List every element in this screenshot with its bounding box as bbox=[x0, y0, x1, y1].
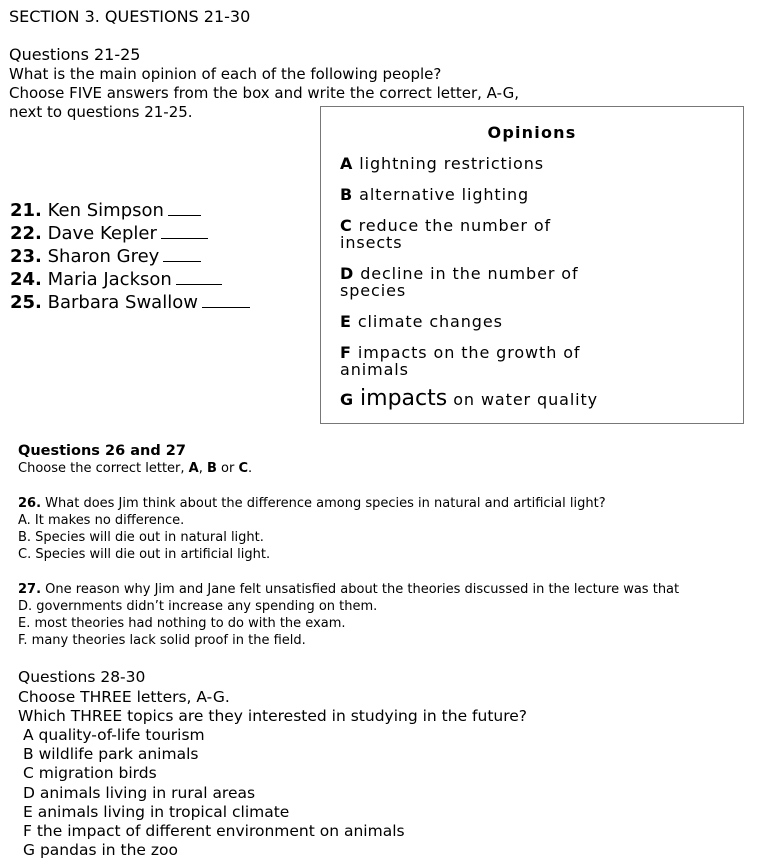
instr-text: . bbox=[248, 461, 253, 476]
answer-blank[interactable] bbox=[168, 214, 201, 216]
opinions-box bbox=[320, 106, 744, 424]
question-26 bbox=[18, 496, 606, 511]
person-name: Maria Jackson bbox=[47, 269, 172, 290]
opinion-text: impacts on the growth of bbox=[357, 343, 581, 362]
question-26-option-b[interactable]: B. Species will die out in natural light. bbox=[18, 530, 264, 545]
option-letter: E bbox=[23, 803, 33, 821]
option-text: migration birds bbox=[33, 764, 157, 782]
answer-blank[interactable] bbox=[202, 306, 250, 308]
question-number: 26. bbox=[18, 496, 42, 511]
section-title: SECTION 3. QUESTIONS 21-30 bbox=[9, 7, 251, 26]
opinion-text: climate changes bbox=[357, 312, 503, 331]
answer-blank[interactable] bbox=[176, 283, 222, 285]
answer-blank[interactable] bbox=[161, 237, 208, 239]
instruction-line-1: What is the main opinion of each of the following people? bbox=[9, 65, 442, 83]
option-text: pandas in the zoo bbox=[35, 841, 178, 859]
opinion-letter: A bbox=[340, 154, 354, 173]
question-27-option-e[interactable]: E. most theories had nothing to do with the exam. bbox=[18, 616, 346, 631]
answer-blank[interactable] bbox=[163, 260, 201, 262]
question-27 bbox=[18, 582, 679, 597]
instr-three: THREE bbox=[70, 707, 123, 725]
option-text: quality-of-life tourism bbox=[33, 726, 205, 744]
instruction-line-3: next to questions 21-25. bbox=[9, 103, 193, 121]
topic-option-g[interactable] bbox=[23, 841, 178, 859]
instr-text: , bbox=[198, 461, 207, 476]
question-27-option-f[interactable]: F. many theories lack solid proof in the field. bbox=[18, 633, 306, 648]
question-26-option-c[interactable]: C. Species will die out in artificial light. bbox=[18, 547, 271, 562]
option-text: animals living in rural areas bbox=[34, 784, 256, 802]
opinion-letter: D bbox=[340, 264, 355, 283]
instr-text: Which bbox=[18, 707, 71, 725]
question-25 bbox=[10, 292, 250, 313]
option-text: wildlife park animals bbox=[33, 745, 199, 763]
question-23 bbox=[10, 246, 201, 267]
letter-a: A bbox=[188, 461, 199, 476]
opinion-b bbox=[340, 186, 529, 203]
option-letter: A bbox=[23, 726, 34, 744]
question-number: 21. bbox=[10, 200, 42, 221]
instr-text: or bbox=[216, 461, 239, 476]
question-number: 27. bbox=[18, 582, 42, 597]
topic-option-e[interactable] bbox=[23, 803, 289, 821]
instruction-line-2 bbox=[9, 84, 519, 102]
question-26-option-a[interactable]: A. It makes no difference. bbox=[18, 513, 185, 528]
letter-b: B bbox=[207, 461, 217, 476]
questions-21-25-heading: Questions 21-25 bbox=[9, 45, 141, 64]
instr-letters: A-G bbox=[486, 84, 515, 102]
opinion-letter: C bbox=[340, 216, 353, 235]
question-number: 23. bbox=[10, 246, 42, 267]
topic-option-c[interactable] bbox=[23, 764, 157, 782]
instr-text: Choose bbox=[9, 84, 70, 102]
instr-three: THREE bbox=[80, 688, 132, 706]
instr-text: Choose bbox=[18, 688, 81, 706]
opinion-text: on water quality bbox=[453, 390, 599, 409]
opinions-title: Opinions bbox=[487, 123, 577, 142]
question-number: 22. bbox=[10, 223, 42, 244]
questions-28-30-instruction-2 bbox=[18, 707, 527, 725]
instr-text: , bbox=[514, 84, 519, 102]
opinion-d bbox=[340, 265, 579, 299]
opinion-letter: G bbox=[340, 390, 355, 409]
opinion-text: decline in the number of bbox=[360, 264, 579, 283]
question-number: 24. bbox=[10, 269, 42, 290]
instr-text: . bbox=[224, 688, 230, 706]
instr-text: Choose the correct letter, bbox=[18, 461, 189, 476]
opinion-letter: E bbox=[340, 312, 352, 331]
option-letter: C bbox=[23, 764, 34, 782]
instr-text: topics are they interested in studying in the future? bbox=[122, 707, 528, 725]
opinion-a bbox=[340, 155, 544, 172]
question-text: One reason why Jim and Jane felt unsatisfied about the theories discussed in the lecture was that bbox=[41, 582, 680, 597]
opinion-text-cont: animals bbox=[340, 360, 409, 379]
questions-28-30-heading: Questions 28-30 bbox=[18, 668, 146, 686]
person-name: Ken Simpson bbox=[47, 200, 164, 221]
opinion-text: reduce the number of bbox=[358, 216, 552, 235]
questions-26-27-heading: Questions 26 and 27 bbox=[18, 443, 186, 459]
letter-c: C bbox=[238, 461, 249, 476]
opinion-text: lightning restrictions bbox=[359, 154, 545, 173]
opinion-f bbox=[340, 344, 580, 378]
option-text: the impact of different environment on animals bbox=[31, 822, 405, 840]
opinion-letter: F bbox=[340, 343, 352, 362]
person-name: Dave Kepler bbox=[47, 223, 157, 244]
person-name: Sharon Grey bbox=[47, 246, 160, 267]
opinion-text: alternative lighting bbox=[359, 185, 530, 204]
opinion-text-cont: insects bbox=[340, 233, 403, 252]
question-21 bbox=[10, 200, 201, 221]
instr-five: FIVE bbox=[69, 84, 102, 102]
opinion-c bbox=[340, 217, 551, 251]
opinion-letter: B bbox=[340, 185, 354, 204]
questions-28-30-instruction-1 bbox=[18, 688, 230, 706]
option-letter: G bbox=[23, 841, 36, 859]
topic-option-d[interactable] bbox=[23, 784, 255, 802]
question-22 bbox=[10, 223, 208, 244]
person-name: Barbara Swallow bbox=[47, 292, 198, 313]
opinion-g bbox=[340, 386, 599, 411]
option-letter: B bbox=[23, 745, 34, 763]
topic-option-a[interactable] bbox=[23, 726, 205, 744]
opinion-text-large: impacts bbox=[360, 386, 448, 411]
option-letter: D bbox=[23, 784, 35, 802]
questions-26-27-instruction bbox=[18, 461, 252, 476]
topic-option-f[interactable] bbox=[23, 822, 405, 840]
opinion-e bbox=[340, 313, 503, 330]
instr-letters: A-G bbox=[196, 688, 225, 706]
opinion-text-cont: species bbox=[340, 281, 407, 300]
option-letter: F bbox=[23, 822, 32, 840]
topic-option-b[interactable] bbox=[23, 745, 198, 763]
question-number: 25. bbox=[10, 292, 42, 313]
question-text: What does Jim think about the difference among species in natural and artificial light? bbox=[41, 496, 606, 511]
question-27-option-d[interactable]: D. governments didn’t increase any spending on them. bbox=[18, 599, 378, 614]
option-text: animals living in tropical climate bbox=[32, 803, 290, 821]
question-24 bbox=[10, 269, 222, 290]
instr-text: answers from the box and write the correct letter, bbox=[101, 84, 487, 102]
instr-text: letters, bbox=[131, 688, 197, 706]
